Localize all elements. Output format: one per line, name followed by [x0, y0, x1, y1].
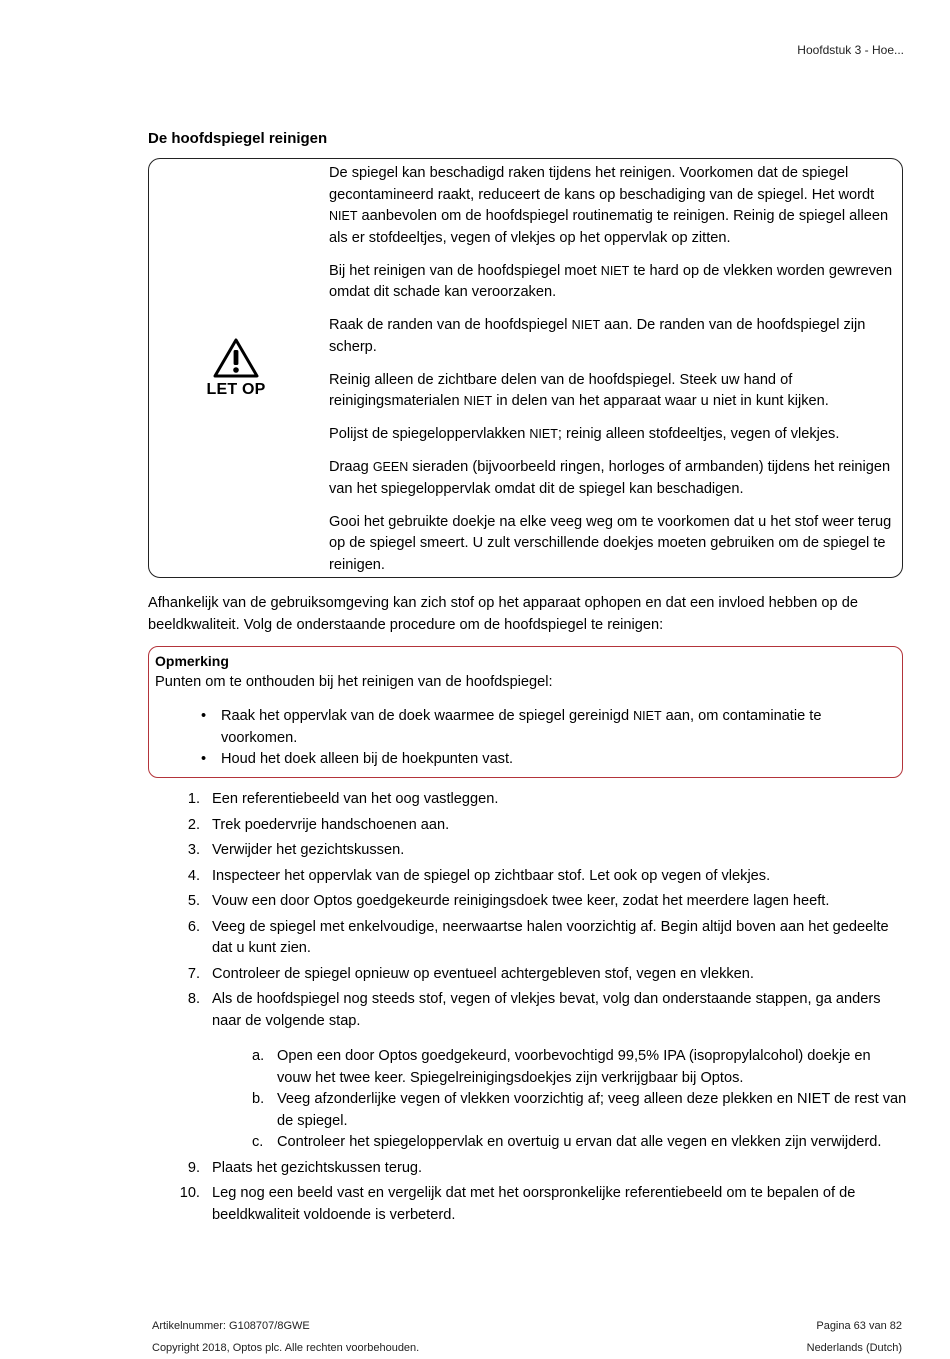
step-text: Als de hoofdspiegel nog steeds stof, vegen of vlekjes bevat, volg dan onderstaande stappen, ga anders naar de volgende stap. [212, 991, 881, 1029]
procedure-step [148, 840, 908, 862]
note-title: Opmerking [155, 653, 229, 669]
step-text: Controleer de spiegel opnieuw op eventueel achtergebleven stof, vegen en vlekken. [212, 965, 754, 982]
procedure-step [148, 789, 908, 811]
step-text: Een referentiebeeld van het oog vastleggen. [212, 791, 499, 807]
footer-left [152, 1315, 419, 1359]
caution-paragraph: Polijst de spiegeloppervlakken NIET; reinig alleen stofdeeltjes, vegen of vlekjes. [329, 426, 840, 442]
procedure-step [148, 917, 908, 960]
step-text: Verwijder het gezichtskussen. [212, 842, 405, 858]
procedure-step [148, 815, 908, 837]
note-bullet-list [201, 706, 861, 771]
caution-box [148, 158, 903, 578]
caution-paragraph: Bij het reinigen van de hoofdspiegel moet NIET te hard op de vlekken worden gewreven omdat dit schade kan veroorzaken. [329, 262, 893, 300]
caution-paragraph: Gooi het gebruikte doekje na elke veeg weg om te voorkomen dat u het stof weer terug op de spiegel smeert. U zult verschillende doekjes moeten gebruiken om de spiegel te reinigen. [329, 513, 892, 573]
step-number: 3. [187, 842, 200, 858]
caution-paragraph: Reinig alleen de zichtbare delen van de hoofdspiegel. Steek uw hand of reinigingsmaterialen NIET in delen van het apparaat waar u niet in kunt kijken. [329, 371, 829, 409]
chapter-header: Hoofdstuk 3 - Hoe... [797, 43, 904, 57]
substep-text: Veeg afzonderlijke vegen of vlekken voorzichtig af; veeg alleen deze plekken en NIET de rest van de spiegel. [277, 1091, 907, 1129]
step-number: 9. [187, 1159, 200, 1176]
step-number: 5. [187, 893, 200, 909]
caution-icon-group [199, 337, 273, 399]
substep [212, 1046, 908, 1089]
language: Nederlands (Dutch) [806, 1342, 902, 1354]
step-text: Inspecteer het oppervlak van de spiegel op zichtbaar stof. Let ook op vegen of vlekjes. [212, 867, 771, 884]
step-text: Trek poedervrije handschoenen aan. [212, 816, 450, 833]
section-title: De hoofdspiegel reinigen [148, 130, 328, 147]
procedure-step [148, 1183, 908, 1226]
step-number: 4. [187, 867, 200, 884]
procedure-step [148, 866, 908, 888]
procedure-step [148, 891, 908, 913]
substep-letter: a. [252, 1048, 265, 1064]
procedure-step [148, 1158, 908, 1180]
caution-paragraph: Draag GEEN sieraden (bijvoorbeeld ringen, horloges of armbanden) tijdens het reinigen van het spiegeloppervlak omdat dit de spiegel kan beschadigen. [329, 459, 891, 497]
caution-paragraph: Raak de randen van de hoofdspiegel NIET aan. De randen van de hoofdspiegel zijn scherp. [329, 317, 866, 355]
procedure-step [148, 989, 908, 1154]
step-number: 8. [187, 991, 200, 1007]
intro-paragraph: Afhankelijk van de gebruiksomgeving kan zich stof op het apparaat ophopen en dat een invloed hebben op de beeldkwaliteit. Volg de onderstaande procedure om de hoofdspiegel te reinigen: [148, 595, 858, 633]
note-intro: Punten om te onthouden bij het reinigen van de hoofdspiegel: [155, 674, 553, 690]
step-text: Veeg de spiegel met enkelvoudige, neerwaartse halen voorzichtig af. Begin altijd boven aan het gedeelte dat u kunt zien. [212, 918, 889, 956]
step-number: 1. [187, 791, 200, 807]
step-number: 7. [187, 965, 200, 982]
step-text: Plaats het gezichtskussen terug. [212, 1159, 423, 1176]
warning-triangle-icon [212, 337, 260, 379]
step-text: Leg nog een beeld vast en vergelijk dat met het oorspronkelijke referentiebeeld om te bepalen of de beeldkwaliteit voldoende is verbeterd. [212, 1185, 856, 1223]
note-box [148, 646, 903, 778]
caution-text [329, 163, 897, 588]
substep-letter: c. [252, 1134, 264, 1150]
substep [212, 1089, 908, 1132]
caution-paragraph: De spiegel kan beschadigd raken tijdens het reinigen. Voorkomen dat de spiegel gecontamineerd raakt, reduceert de kans op beschadiging van de spiegel. Het wordt NIET aanbevolen om de hoofdspiegel routinematig te reinigen. Reinig de spiegel alleen als er stofdeeltjes, vegen of vlekjes op het oppervlak op zitten. [329, 165, 889, 246]
procedure-step [148, 964, 908, 986]
caution-label: LET OP [206, 381, 266, 398]
substep-list [212, 1046, 908, 1154]
step-number: 10. [179, 1185, 200, 1201]
procedure-steps [148, 789, 908, 1230]
step-number: 2. [187, 816, 200, 833]
substep [212, 1132, 908, 1154]
step-number: 6. [187, 918, 200, 935]
note-bullet: • Houd het doek alleen bij de hoekpunten vast. [201, 749, 861, 771]
note-bullet: • Raak het oppervlak van de doek waarmee de spiegel gereinigd NIET aan, om contaminatie te voorkomen. [201, 706, 861, 749]
substep-text: Open een door Optos goedgekeurd, voorbevochtigd 99,5% IPA (isopropylalcohol) doekje en vouw het twee keer. Spiegelreinigingsdoekjes zijn verkrijgbaar bij Optos. [277, 1048, 871, 1086]
page-number: Pagina 63 van 82 [816, 1320, 902, 1332]
copyright: Copyright 2018, Optos plc. Alle rechten voorbehouden. [152, 1342, 420, 1354]
footer-right [807, 1315, 902, 1359]
article-number: Artikelnummer: G108707/8GWE [152, 1320, 310, 1332]
substep-letter: b. [252, 1091, 265, 1107]
substep-text: Controleer het spiegeloppervlak en overtuig u ervan dat alle vegen en vlekken zijn verwijderd. [277, 1134, 882, 1150]
step-text: Vouw een door Optos goedgekeurde reinigingsdoek twee keer, zodat het meerdere lagen heeft. [212, 893, 830, 909]
